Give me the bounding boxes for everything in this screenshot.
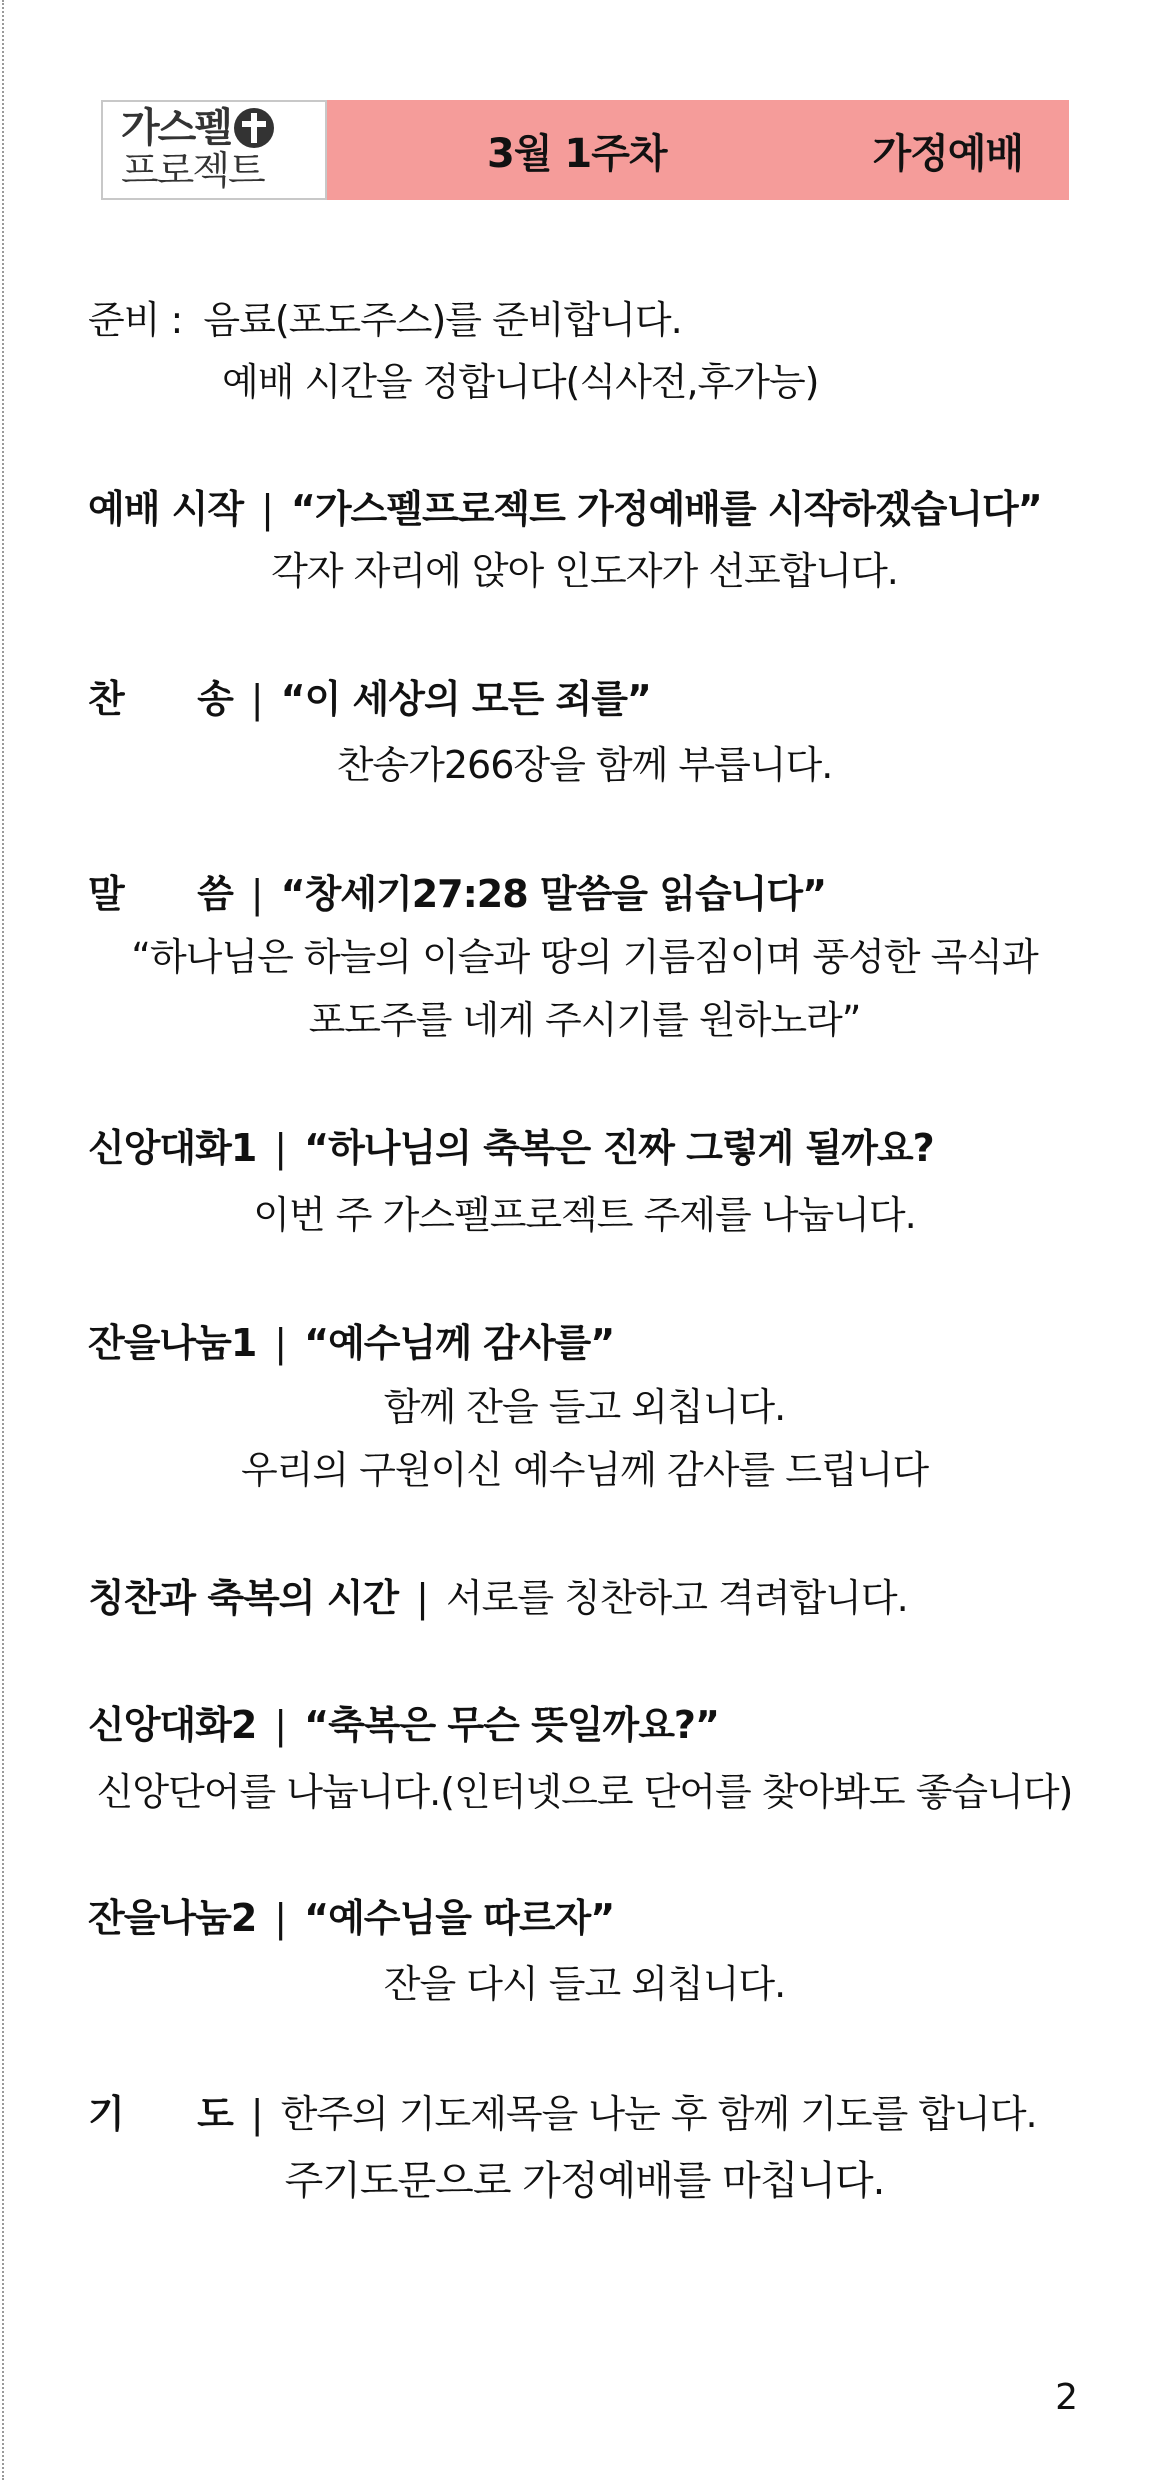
section-prayer	[88, 2090, 1037, 2138]
section-quote: “이 세상의 모든 죄를”	[280, 677, 651, 721]
logo-bottom-text: 프로젝트	[121, 149, 264, 194]
section-title: 잔을나눔2	[88, 1896, 257, 1940]
section-title: 기 도	[88, 2092, 233, 2136]
section-quote: “가스펠프로젝트 가정예배를 시작하겠습니다”	[290, 487, 1042, 531]
worship-type-label: 가정예배	[872, 130, 1023, 177]
section-line: 주기도문으로 가정예배를 마칩니다.	[284, 2158, 885, 2204]
section-cup-sharing-1	[88, 1319, 614, 1367]
section-faith-talk-2	[88, 1701, 719, 1749]
separator: |	[250, 872, 263, 916]
header-band	[327, 100, 1069, 200]
section-title: 신앙대화1	[88, 1126, 257, 1170]
section-title: 신앙대화2	[88, 1703, 257, 1747]
section-quote: “창세기27:28 말씀을 읽습니다”	[280, 872, 827, 916]
section-title: 말 씀	[88, 872, 233, 916]
logo-top-text: 가스펠	[121, 105, 231, 151]
section-line: 우리의 구원이신 예수님께 감사를 드립니다	[240, 1448, 929, 1492]
section-quote: “하나님의 축복은 진짜 그렇게 될까요?	[304, 1126, 934, 1170]
section-line: “하나님은 하늘의 이슬과 땅의 기름짐이며 풍성한 곡식과	[131, 935, 1038, 979]
section-worship-start	[88, 485, 1042, 533]
section-quote: “축복은 무슨 뜻일까요?”	[304, 1703, 719, 1747]
prep-text-1: 음료(포도주스)를 준비합니다.	[203, 298, 682, 342]
gospel-project-logo	[101, 100, 327, 200]
section-hymn	[88, 675, 651, 723]
separator: |	[250, 677, 263, 721]
section-title: 잔을나눔1	[88, 1321, 257, 1365]
cross-icon	[233, 107, 275, 149]
section-quote: 한주의 기도제목을 나눈 후 함께 기도를 합니다.	[280, 2092, 1037, 2136]
prep-line-1	[88, 296, 682, 344]
separator: |	[250, 2092, 263, 2136]
section-line: 잔을 다시 들고 외칩니다.	[383, 1962, 786, 2006]
section-line: 포도주를 네게 주시기를 원하노라”	[308, 998, 861, 1042]
section-line: 찬송가266장을 함께 부릅니다.	[336, 743, 833, 787]
section-line: 신앙단어를 나눕니다.(인터넷으로 단어를 찾아봐도 좋습니다)	[96, 1770, 1073, 1814]
section-line: 함께 잔을 들고 외칩니다.	[383, 1385, 786, 1429]
section-cup-sharing-2	[88, 1894, 614, 1942]
section-quote: “예수님께 감사를”	[304, 1321, 615, 1365]
section-title: 칭찬과 축복의 시간	[88, 1576, 399, 1620]
separator: |	[274, 1896, 287, 1940]
week-label: 3월 1주차	[487, 130, 667, 177]
section-word	[88, 870, 826, 918]
separator: |	[274, 1703, 287, 1747]
section-faith-talk-1	[88, 1124, 934, 1172]
section-quote: “예수님을 따르자”	[304, 1896, 615, 1940]
section-line: 이번 주 가스펠프로젝트 주제를 나눕니다.	[253, 1193, 916, 1237]
separator: |	[274, 1126, 287, 1170]
section-title: 찬 송	[88, 677, 233, 721]
separator: |	[416, 1576, 428, 1620]
section-title: 예배 시작	[88, 487, 244, 531]
left-margin-rule	[2, 0, 4, 2480]
page-number: 2	[1055, 2377, 1078, 2418]
section-line: 각자 자리에 앉아 인도자가 선포합니다.	[271, 549, 898, 593]
prep-label: 준비 :	[88, 298, 183, 342]
separator: |	[274, 1321, 287, 1365]
section-quote: 서로를 칭찬하고 격려합니다.	[445, 1576, 908, 1620]
separator: |	[261, 487, 273, 531]
prep-text-2: 예배 시간을 정합니다(식사전,후가능)	[222, 360, 819, 404]
section-praise-blessing	[88, 1574, 908, 1622]
page-header	[101, 100, 1069, 200]
